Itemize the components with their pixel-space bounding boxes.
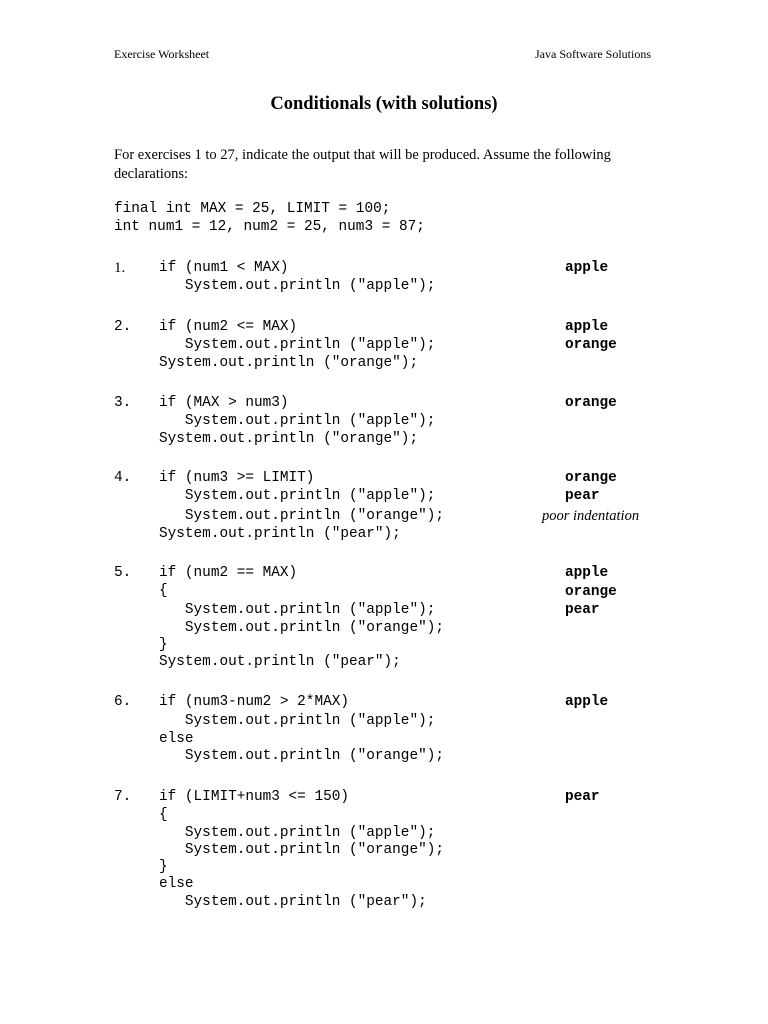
answer-text: orange: [565, 584, 617, 600]
answer-text: pear: [565, 488, 600, 504]
code-line: System.out.println ("orange");: [159, 508, 444, 524]
code-line: System.out.println ("apple");: [159, 278, 436, 294]
answer-text: apple: [565, 694, 609, 710]
answer-text: pear: [565, 789, 600, 805]
code-line: {: [159, 807, 168, 823]
code-line: {: [159, 583, 168, 599]
code-line: System.out.println ("orange");: [159, 620, 444, 636]
code-line: if (num3-num2 > 2*MAX): [159, 694, 349, 710]
answer-text: pear: [565, 602, 600, 618]
code-line: System.out.println ("apple");: [159, 488, 436, 504]
declaration-line: final int MAX = 25, LIMIT = 100;: [114, 201, 391, 217]
code-line: System.out.println ("apple");: [159, 825, 436, 841]
code-line: else: [159, 731, 194, 747]
exercise-number: 6.: [114, 694, 132, 710]
answer-text: orange: [565, 395, 617, 411]
exercise-number: 7.: [114, 789, 132, 805]
answer-text: apple: [565, 260, 609, 276]
exercise-number: 4.: [114, 470, 132, 486]
exercise-number: 2.: [114, 319, 132, 335]
code-line: System.out.println ("pear");: [159, 654, 401, 670]
code-line: System.out.println ("apple");: [159, 413, 436, 429]
code-line: }: [159, 859, 168, 875]
header-right-text: Java Software Solutions: [535, 47, 651, 61]
code-line: System.out.println ("orange");: [159, 355, 419, 371]
code-line: System.out.println ("apple");: [159, 602, 436, 618]
answer-text: orange: [565, 337, 617, 353]
annotation-note: poor indentation: [542, 508, 640, 524]
header-left-text: Exercise Worksheet: [114, 47, 210, 61]
code-line: }: [159, 637, 168, 653]
code-line: System.out.println ("pear");: [159, 894, 427, 910]
code-line: System.out.println ("apple");: [159, 713, 436, 729]
code-line: if (LIMIT+num3 <= 150): [159, 789, 349, 805]
code-line: else: [159, 876, 194, 892]
answer-text: orange: [565, 470, 617, 486]
answer-text: apple: [565, 565, 609, 581]
exercise-number: 1.: [114, 260, 126, 276]
code-line: System.out.println ("orange");: [159, 748, 444, 764]
code-line: if (num1 < MAX): [159, 260, 289, 276]
code-line: if (MAX > num3): [159, 395, 289, 411]
code-line: System.out.println ("orange");: [159, 842, 444, 858]
code-line: if (num2 == MAX): [159, 565, 298, 581]
code-line: System.out.println ("orange");: [159, 431, 419, 447]
code-line: if (num2 <= MAX): [159, 319, 298, 335]
declaration-line: int num1 = 12, num2 = 25, num3 = 87;: [114, 219, 425, 235]
code-line: System.out.println ("apple");: [159, 337, 436, 353]
page-title: Conditionals (with solutions): [270, 94, 498, 114]
answer-text: apple: [565, 319, 609, 335]
intro-paragraph: For exercises 1 to 27, indicate the output that will be produced. Assume the following declarations:: [114, 147, 611, 182]
exercise-number: 5.: [114, 565, 132, 581]
code-line: System.out.println ("pear");: [159, 526, 401, 542]
exercise-number: 3.: [114, 395, 132, 411]
code-line: if (num3 >= LIMIT): [159, 470, 315, 486]
